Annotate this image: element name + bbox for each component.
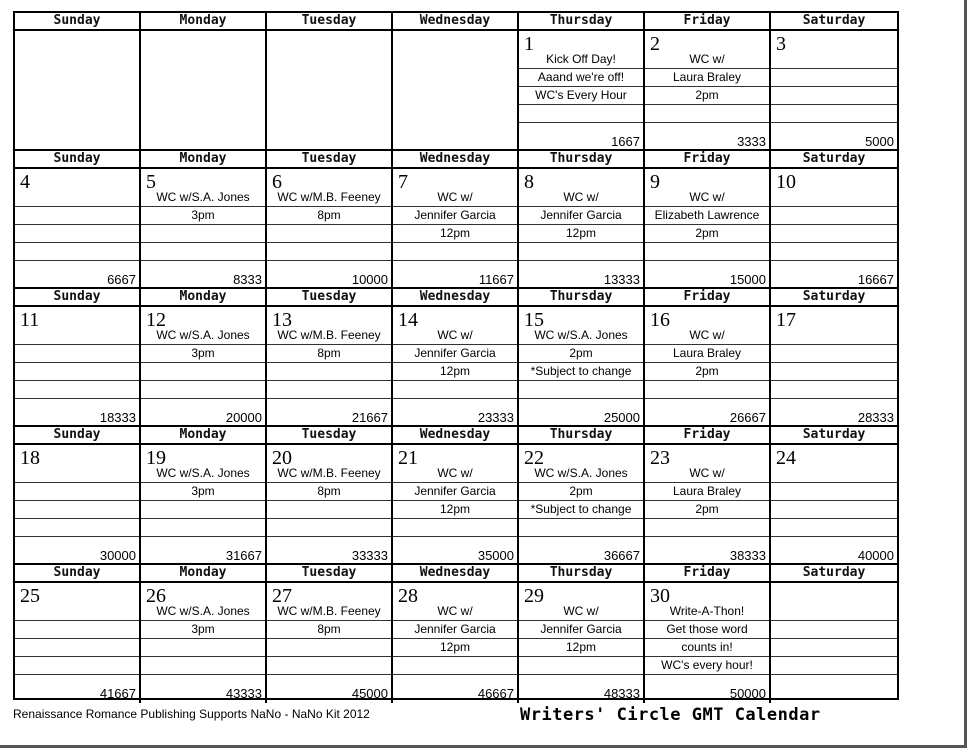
event-line: Jennifer Garcia <box>393 207 517 225</box>
event-line <box>15 327 139 345</box>
event-line <box>267 657 391 675</box>
event-line <box>771 621 897 639</box>
event-line <box>771 657 897 675</box>
event-line: 12pm <box>519 225 643 243</box>
event-line: WC w/ <box>645 465 769 483</box>
word-count-goal: 23333 <box>477 410 514 425</box>
event-line: *Subject to change <box>519 501 643 519</box>
event-line <box>15 69 139 87</box>
weekday-header: Friday <box>645 13 771 29</box>
week-row <box>15 427 897 565</box>
event-line <box>519 381 643 399</box>
word-count-goal: 50000 <box>729 686 766 701</box>
weekday-header: Friday <box>645 565 771 581</box>
day-number: 5 <box>146 171 156 193</box>
event-line <box>15 51 139 69</box>
event-line <box>393 381 517 399</box>
event-line <box>141 87 265 105</box>
event-line <box>519 243 643 261</box>
event-line <box>771 639 897 657</box>
word-count-goal: 18333 <box>99 410 136 425</box>
event-line <box>15 639 139 657</box>
weekday-header: Friday <box>645 289 771 305</box>
event-line <box>15 363 139 381</box>
event-line <box>393 243 517 261</box>
event-line: Jennifer Garcia <box>393 621 517 639</box>
event-line: WC w/ <box>519 189 643 207</box>
day-cell <box>519 445 645 565</box>
event-line: Laura Braley <box>645 483 769 501</box>
event-line <box>267 363 391 381</box>
day-cell <box>267 445 393 565</box>
day-cell <box>15 31 141 151</box>
event-line <box>141 639 265 657</box>
word-count-goal: 45000 <box>351 686 388 701</box>
event-line: Kick Off Day! <box>519 51 643 69</box>
event-line <box>141 225 265 243</box>
word-count-goal: 33333 <box>351 548 388 563</box>
event-line: 8pm <box>267 621 391 639</box>
event-line <box>267 243 391 261</box>
week-row <box>15 13 897 151</box>
day-number: 10 <box>776 171 796 193</box>
event-line: 2pm <box>645 87 769 105</box>
day-number: 3 <box>776 33 786 55</box>
day-cell <box>141 31 267 151</box>
weekday-header: Friday <box>645 151 771 167</box>
word-count-goal: 41667 <box>99 686 136 701</box>
event-line: WC w/S.A. Jones <box>141 327 265 345</box>
word-count-goal: 30000 <box>99 548 136 563</box>
weekday-header: Saturday <box>802 13 866 28</box>
event-line: 12pm <box>393 639 517 657</box>
event-line <box>267 87 391 105</box>
event-line <box>15 621 139 639</box>
weekday-header: Sunday <box>15 13 141 29</box>
day-number: 8 <box>524 171 534 193</box>
event-line <box>771 69 897 87</box>
event-line <box>15 207 139 225</box>
event-line <box>645 243 769 261</box>
day-number: 18 <box>20 447 40 469</box>
weekday-header: Tuesday <box>267 565 393 581</box>
day-number: 22 <box>524 447 544 469</box>
event-line <box>15 657 139 675</box>
day-number: 2 <box>650 33 660 55</box>
day-cell <box>15 583 141 703</box>
event-line <box>393 105 517 123</box>
weekday-header-row <box>15 427 897 445</box>
weekday-header: Thursday <box>519 289 645 305</box>
event-line <box>393 69 517 87</box>
event-line <box>771 243 897 261</box>
day-number: 27 <box>272 585 292 607</box>
week-row <box>15 151 897 289</box>
word-count-goal: 40000 <box>857 548 894 563</box>
event-line <box>267 51 391 69</box>
day-cell <box>519 583 645 703</box>
day-number: 14 <box>398 309 418 331</box>
word-count-goal: 28333 <box>857 410 894 425</box>
event-line: 12pm <box>393 363 517 381</box>
event-line <box>267 105 391 123</box>
day-cell <box>15 307 141 427</box>
day-cell <box>15 169 141 289</box>
word-count-goal: 20000 <box>225 410 262 425</box>
weekday-header-row <box>15 565 897 583</box>
event-line <box>771 327 897 345</box>
event-line <box>15 105 139 123</box>
event-line <box>141 363 265 381</box>
footer-credit: Renaissance Romance Publishing Supports NaNo - NaNo Kit 2012 <box>13 707 370 721</box>
event-line <box>771 87 897 105</box>
event-line: 3pm <box>141 207 265 225</box>
word-count-goal: 46667 <box>477 686 514 701</box>
event-line <box>771 501 897 519</box>
event-line: WC w/S.A. Jones <box>519 465 643 483</box>
day-number: 1 <box>524 33 534 55</box>
event-line <box>15 381 139 399</box>
event-line <box>141 243 265 261</box>
word-count-goal: 6667 <box>107 272 136 287</box>
day-number: 7 <box>398 171 408 193</box>
week-row <box>15 565 897 703</box>
event-line: WC's every hour! <box>645 657 769 675</box>
day-number: 23 <box>650 447 670 469</box>
weekday-header: Sunday <box>15 565 141 581</box>
event-line: WC w/ <box>393 327 517 345</box>
event-line <box>393 87 517 105</box>
event-line <box>267 381 391 399</box>
weekday-header: Monday <box>141 565 267 581</box>
event-line <box>141 657 265 675</box>
day-cell <box>267 31 393 151</box>
day-cell <box>771 169 897 289</box>
event-line <box>267 69 391 87</box>
day-cell <box>393 307 519 427</box>
event-line <box>267 639 391 657</box>
event-line <box>141 501 265 519</box>
day-number: 20 <box>272 447 292 469</box>
weekday-header: Thursday <box>519 13 645 29</box>
event-line <box>771 603 897 621</box>
event-line: WC w/S.A. Jones <box>141 603 265 621</box>
word-count-goal: 48333 <box>603 686 640 701</box>
day-number: 6 <box>272 171 282 193</box>
word-count-goal: 26667 <box>729 410 766 425</box>
day-cell <box>645 445 771 565</box>
event-line <box>771 363 897 381</box>
event-line <box>771 483 897 501</box>
word-count-goal: 3333 <box>737 134 766 149</box>
weekday-header: Saturday <box>802 151 866 166</box>
weekday-header: Tuesday <box>267 151 393 167</box>
day-number: 26 <box>146 585 166 607</box>
event-line <box>267 225 391 243</box>
day-number: 9 <box>650 171 660 193</box>
day-number: 24 <box>776 447 796 469</box>
event-line <box>15 345 139 363</box>
event-line <box>771 465 897 483</box>
event-line: WC w/ <box>393 603 517 621</box>
word-count-goal: 15000 <box>729 272 766 287</box>
day-number: 21 <box>398 447 418 469</box>
event-line <box>645 105 769 123</box>
weekday-header: Sunday <box>15 427 141 443</box>
event-line: 12pm <box>393 501 517 519</box>
day-cell <box>771 445 897 565</box>
word-count-goal: 8333 <box>233 272 262 287</box>
event-line: WC w/ <box>645 189 769 207</box>
event-line <box>15 501 139 519</box>
event-line: WC w/ <box>393 465 517 483</box>
day-cell <box>645 31 771 151</box>
word-count-goal: 16667 <box>857 272 894 287</box>
day-cell <box>267 583 393 703</box>
week-row <box>15 289 897 427</box>
day-number: 15 <box>524 309 544 331</box>
event-line <box>771 51 897 69</box>
day-number: 4 <box>20 171 30 193</box>
event-line: Write-A-Thon! <box>645 603 769 621</box>
weekday-header: Tuesday <box>267 427 393 443</box>
event-line: 2pm <box>519 483 643 501</box>
weekday-header: Friday <box>645 427 771 443</box>
day-cell <box>519 307 645 427</box>
event-line: 8pm <box>267 207 391 225</box>
event-line <box>771 189 897 207</box>
word-count-goal: 5000 <box>865 134 894 149</box>
word-count-goal: 38333 <box>729 548 766 563</box>
day-cell <box>141 445 267 565</box>
weekday-header: Monday <box>141 13 267 29</box>
event-line: WC w/ <box>519 603 643 621</box>
weekday-header: Tuesday <box>267 289 393 305</box>
word-count-goal: 43333 <box>225 686 262 701</box>
event-line: WC w/M.B. Feeney <box>267 465 391 483</box>
weekday-header: Thursday <box>519 151 645 167</box>
weekday-header: Wednesday <box>393 151 519 167</box>
event-line <box>519 519 643 537</box>
day-cell <box>267 307 393 427</box>
event-line: Jennifer Garcia <box>519 621 643 639</box>
weekday-header: Sunday <box>15 289 141 305</box>
event-line: WC w/ <box>645 51 769 69</box>
event-line: *Subject to change <box>519 363 643 381</box>
event-line <box>519 105 643 123</box>
event-line: WC w/S.A. Jones <box>519 327 643 345</box>
day-cell <box>393 169 519 289</box>
event-line <box>15 225 139 243</box>
event-line: 2pm <box>519 345 643 363</box>
event-line <box>519 657 643 675</box>
event-line <box>141 519 265 537</box>
event-line <box>15 519 139 537</box>
day-cell <box>267 169 393 289</box>
weekday-header: Wednesday <box>393 13 519 29</box>
day-cell <box>645 307 771 427</box>
event-line: 8pm <box>267 345 391 363</box>
event-line: 2pm <box>645 501 769 519</box>
weekday-header: Wednesday <box>393 565 519 581</box>
event-line <box>771 519 897 537</box>
event-line <box>771 345 897 363</box>
weekday-header: Saturday <box>802 289 866 304</box>
event-line: WC w/S.A. Jones <box>141 465 265 483</box>
event-line <box>645 519 769 537</box>
day-cell <box>393 445 519 565</box>
day-cell <box>141 583 267 703</box>
word-count-goal: 36667 <box>603 548 640 563</box>
word-count-goal: 31667 <box>225 548 262 563</box>
day-number: 28 <box>398 585 418 607</box>
weekday-header-row <box>15 13 897 31</box>
event-line: WC w/M.B. Feeney <box>267 327 391 345</box>
weekday-header: Wednesday <box>393 427 519 443</box>
day-cell <box>393 31 519 151</box>
event-line <box>393 51 517 69</box>
event-line: Jennifer Garcia <box>393 483 517 501</box>
event-line: counts in! <box>645 639 769 657</box>
event-line: WC w/M.B. Feeney <box>267 603 391 621</box>
event-line: 3pm <box>141 621 265 639</box>
weekday-header: Sunday <box>15 151 141 167</box>
event-line: 12pm <box>393 225 517 243</box>
day-cell <box>519 169 645 289</box>
day-number: 11 <box>20 309 40 331</box>
word-count-goal: 10000 <box>351 272 388 287</box>
weekday-header: Thursday <box>519 427 645 443</box>
event-line <box>141 105 265 123</box>
day-number: 19 <box>146 447 166 469</box>
weekday-header: Monday <box>141 289 267 305</box>
event-line <box>141 51 265 69</box>
event-line: WC w/M.B. Feeney <box>267 189 391 207</box>
weekday-header: Wednesday <box>393 289 519 305</box>
event-line <box>15 243 139 261</box>
day-number: 30 <box>650 585 670 607</box>
event-line <box>15 87 139 105</box>
day-cell <box>645 169 771 289</box>
event-line <box>15 465 139 483</box>
weekday-header: Saturday <box>802 427 866 442</box>
day-cell <box>141 307 267 427</box>
event-line: Jennifer Garcia <box>393 345 517 363</box>
event-line <box>141 69 265 87</box>
event-line <box>771 207 897 225</box>
event-line: WC w/ <box>393 189 517 207</box>
calendar-grid <box>13 11 899 700</box>
event-line: 2pm <box>645 225 769 243</box>
event-line: Elizabeth Lawrence <box>645 207 769 225</box>
day-cell <box>771 31 897 151</box>
day-cell <box>771 583 897 703</box>
event-line: Get those word <box>645 621 769 639</box>
word-count-goal: 21667 <box>351 410 388 425</box>
day-number: 16 <box>650 309 670 331</box>
word-count-goal: 25000 <box>603 410 640 425</box>
event-line: 3pm <box>141 345 265 363</box>
event-line: Jennifer Garcia <box>519 207 643 225</box>
event-line: WC w/S.A. Jones <box>141 189 265 207</box>
event-line <box>267 501 391 519</box>
event-line <box>393 657 517 675</box>
event-line <box>15 189 139 207</box>
event-line: WC w/ <box>645 327 769 345</box>
event-line: 8pm <box>267 483 391 501</box>
word-count-goal: 35000 <box>477 548 514 563</box>
day-cell <box>645 583 771 703</box>
weekday-header: Thursday <box>519 565 645 581</box>
event-line <box>771 225 897 243</box>
event-line: 2pm <box>645 363 769 381</box>
day-cell <box>519 31 645 151</box>
weekday-header-row <box>15 151 897 169</box>
weekday-header: Tuesday <box>267 13 393 29</box>
weekday-header: Saturday <box>802 565 866 580</box>
word-count-goal: 1667 <box>611 134 640 149</box>
event-line <box>15 483 139 501</box>
day-number: 12 <box>146 309 166 331</box>
event-line <box>393 519 517 537</box>
day-cell <box>393 583 519 703</box>
event-line <box>771 105 897 123</box>
weekday-header-row <box>15 289 897 307</box>
event-line: 12pm <box>519 639 643 657</box>
day-number: 13 <box>272 309 292 331</box>
word-count-goal: 11667 <box>478 272 514 287</box>
event-line: Laura Braley <box>645 345 769 363</box>
event-line: Laura Braley <box>645 69 769 87</box>
day-cell <box>771 307 897 427</box>
event-line <box>15 603 139 621</box>
word-count-goal: 13333 <box>603 272 640 287</box>
day-cell <box>15 445 141 565</box>
weekday-header: Monday <box>141 427 267 443</box>
calendar-title: Writers' Circle GMT Calendar <box>520 705 821 725</box>
weekday-header: Monday <box>141 151 267 167</box>
event-line <box>141 381 265 399</box>
event-line <box>645 381 769 399</box>
event-line: Aaand we're off! <box>519 69 643 87</box>
day-number: 29 <box>524 585 544 607</box>
event-line <box>771 381 897 399</box>
event-line: 3pm <box>141 483 265 501</box>
day-number: 25 <box>20 585 40 607</box>
day-cell <box>141 169 267 289</box>
event-line <box>267 519 391 537</box>
day-number: 17 <box>776 309 796 331</box>
event-line: WC's Every Hour <box>519 87 643 105</box>
